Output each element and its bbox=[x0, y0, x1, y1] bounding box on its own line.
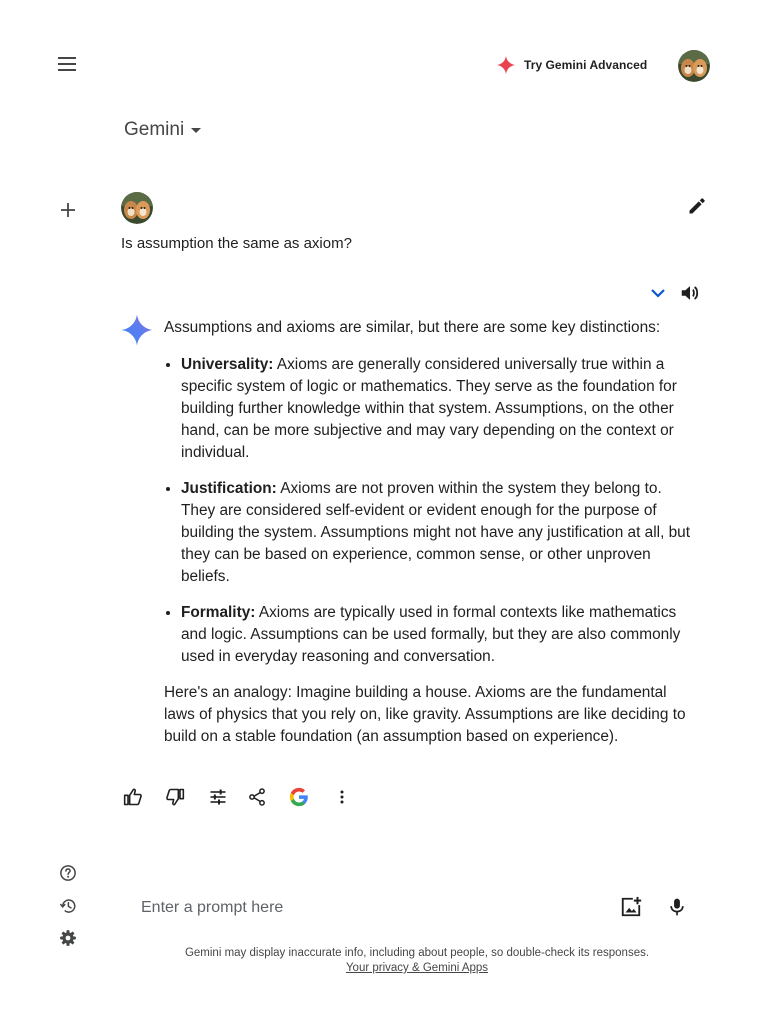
bullet-text: Axioms are generally considered universally true within a specific system of logic or mathematics. They serve as the foundation for building further knowledge within that system. Assumptions, on the other hand, can be more subjective and may vary depending on the context or individual. bbox=[181, 356, 677, 461]
menu-button[interactable] bbox=[52, 48, 84, 80]
gemini-spark-icon bbox=[120, 313, 154, 347]
new-chat-button[interactable] bbox=[56, 198, 80, 222]
more-vert-icon bbox=[332, 787, 352, 807]
thumb-down-icon bbox=[165, 787, 185, 807]
response-bullet bbox=[181, 602, 694, 668]
response-bullet-list bbox=[164, 354, 694, 668]
response-bullet bbox=[181, 354, 694, 464]
help-button[interactable] bbox=[58, 863, 78, 883]
listen-button[interactable] bbox=[677, 280, 703, 306]
tune-icon bbox=[208, 787, 228, 807]
add-image-icon bbox=[620, 896, 642, 918]
thumb-up-icon bbox=[123, 787, 143, 807]
account-avatar[interactable] bbox=[678, 50, 710, 82]
activity-button[interactable] bbox=[58, 896, 78, 916]
avatar-image bbox=[121, 192, 153, 224]
share-icon bbox=[247, 787, 267, 807]
gear-icon bbox=[59, 929, 77, 947]
model-picker[interactable] bbox=[124, 116, 204, 144]
privacy-link-row bbox=[0, 962, 768, 974]
bullet-term: Formality: bbox=[181, 604, 256, 621]
chevron-down-icon bbox=[650, 288, 666, 298]
prompt-input[interactable] bbox=[128, 891, 598, 925]
edit-query-button[interactable] bbox=[684, 193, 710, 219]
try-gemini-advanced-button[interactable] bbox=[496, 52, 647, 78]
bullet-term: Universality: bbox=[181, 356, 274, 373]
show-drafts-button[interactable] bbox=[646, 282, 670, 304]
avatar-image bbox=[678, 50, 710, 82]
modify-response-button[interactable] bbox=[206, 785, 230, 809]
plus-icon bbox=[60, 202, 76, 218]
model-name: Gemini bbox=[124, 119, 185, 140]
user-query-text: Is assumption the same as axiom? bbox=[121, 235, 352, 252]
good-response-button[interactable] bbox=[121, 785, 145, 809]
menu-icon bbox=[58, 57, 78, 71]
share-button[interactable] bbox=[245, 785, 269, 809]
history-icon bbox=[59, 897, 77, 915]
microphone-button[interactable] bbox=[665, 895, 689, 919]
upload-image-button[interactable] bbox=[619, 895, 643, 919]
response-body bbox=[164, 317, 694, 748]
google-g-icon bbox=[288, 786, 310, 808]
privacy-link[interactable]: Your privacy & Gemini Apps bbox=[345, 962, 489, 974]
disclaimer-text: Gemini may display inaccurate info, including about people, so double-check its responses. bbox=[184, 947, 650, 959]
user-avatar bbox=[121, 192, 153, 224]
help-circle-icon bbox=[59, 864, 77, 882]
bad-response-button[interactable] bbox=[163, 785, 187, 809]
pencil-icon bbox=[687, 196, 707, 216]
double-check-button[interactable] bbox=[287, 785, 311, 809]
mic-icon bbox=[667, 896, 687, 918]
try-gemini-advanced-label: Try Gemini Advanced bbox=[524, 58, 648, 72]
bullet-term: Justification: bbox=[181, 480, 277, 497]
more-options-button[interactable] bbox=[330, 785, 354, 809]
bullet-text: Axioms are not proven within the system they belong to. They are considered self-evident or evident enough for the purpose of building the system. Assumptions might not have any justification at all, but they can be based on experience, common sense, or other unproven beliefs. bbox=[181, 480, 691, 585]
bullet-text: Axioms are typically used in formal contexts like mathematics and logic. Assumptions can be used formally, but they are also commonly used in everyday reasoning and conversation. bbox=[181, 604, 681, 665]
caret-down-icon bbox=[188, 122, 204, 138]
gemini-advanced-spark-icon bbox=[496, 55, 516, 75]
settings-button[interactable] bbox=[58, 928, 78, 948]
speaker-icon bbox=[679, 282, 701, 304]
response-intro: Assumptions and axioms are similar, but there are some key distinctions: bbox=[164, 319, 661, 336]
response-bullet bbox=[181, 478, 694, 588]
response-outro: Here's an analogy: Imagine building a house. Axioms are the fundamental laws of physics that you rely on, like gravity. Assumptions are like deciding to build on a stable foundation (an assumption based on experience). bbox=[164, 684, 686, 745]
